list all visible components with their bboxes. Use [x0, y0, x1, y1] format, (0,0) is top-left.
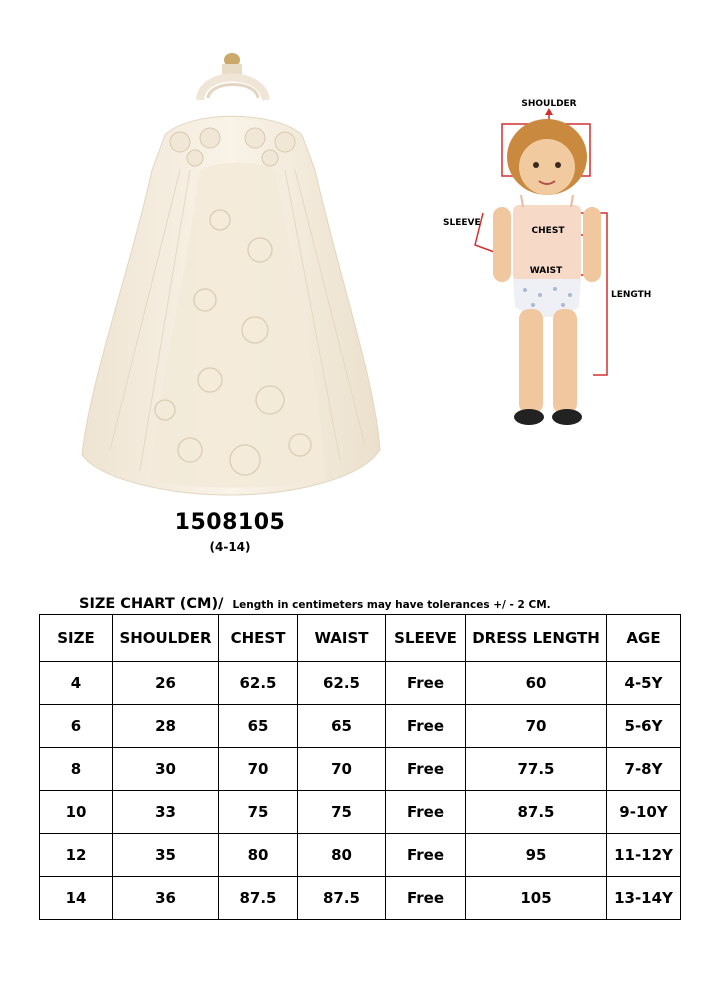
table-cell: Free — [386, 748, 466, 791]
product-code: 1508105 — [174, 510, 286, 535]
table-cell: 105 — [466, 877, 607, 920]
size-chart-table — [39, 614, 681, 920]
table-cell: 13-14Y — [607, 877, 681, 920]
table-row — [40, 877, 681, 920]
table-cell: 9-10Y — [607, 791, 681, 834]
table-cell: 80 — [298, 834, 386, 877]
table-cell: 33 — [113, 791, 219, 834]
header-cell: SIZE — [40, 615, 113, 662]
table-cell: 28 — [113, 705, 219, 748]
table-cell: 70 — [298, 748, 386, 791]
size-chart-title: SIZE CHART (CM)/ — [79, 596, 224, 612]
table-cell: Free — [386, 877, 466, 920]
table-cell: 26 — [113, 662, 219, 705]
table-cell: 75 — [219, 791, 298, 834]
table-cell: 77.5 — [466, 748, 607, 791]
table-cell: 6 — [40, 705, 113, 748]
table-cell: 62.5 — [298, 662, 386, 705]
table-cell: 8 — [40, 748, 113, 791]
table-cell: 62.5 — [219, 662, 298, 705]
size-range: (4-14) — [209, 540, 251, 554]
table-cell: 70 — [466, 705, 607, 748]
table-cell: 95 — [466, 834, 607, 877]
table-cell: 11-12Y — [607, 834, 681, 877]
measurement-diagram — [425, 95, 685, 440]
table-cell: 87.5 — [219, 877, 298, 920]
table-cell: 65 — [298, 705, 386, 748]
table-cell: 5-6Y — [607, 705, 681, 748]
table-cell: 7-8Y — [607, 748, 681, 791]
header-cell: SHOULDER — [113, 615, 219, 662]
sleeve-label: SLEEVE — [443, 218, 481, 228]
table-cell: Free — [386, 662, 466, 705]
table-row — [40, 662, 681, 705]
waist-label: WAIST — [529, 266, 563, 276]
table-cell: 75 — [298, 791, 386, 834]
table-row — [40, 705, 681, 748]
table-row — [40, 791, 681, 834]
chest-label: CHEST — [531, 226, 565, 236]
header-cell: CHEST — [219, 615, 298, 662]
table-cell: Free — [386, 834, 466, 877]
table-row — [40, 834, 681, 877]
header-cell: AGE — [607, 615, 681, 662]
table-cell: 30 — [113, 748, 219, 791]
table-cell: 4 — [40, 662, 113, 705]
table-cell: 87.5 — [466, 791, 607, 834]
table-cell: 35 — [113, 834, 219, 877]
table-header-row — [40, 615, 681, 662]
table-cell: 70 — [219, 748, 298, 791]
table-cell: 12 — [40, 834, 113, 877]
table-cell: Free — [386, 705, 466, 748]
table-cell: 10 — [40, 791, 113, 834]
header-cell: WAIST — [298, 615, 386, 662]
dress-photo — [70, 50, 390, 505]
length-label: LENGTH — [611, 290, 652, 300]
table-cell: 60 — [466, 662, 607, 705]
table-cell: 80 — [219, 834, 298, 877]
table-cell: 14 — [40, 877, 113, 920]
header-cell: DRESS LENGTH — [466, 615, 607, 662]
shoulder-label: SHOULDER — [521, 99, 577, 109]
table-cell: 65 — [219, 705, 298, 748]
size-chart-note: Length in centimeters may have tolerances +/ - 2 CM. — [232, 599, 551, 611]
table-row — [40, 748, 681, 791]
table-cell: Free — [386, 791, 466, 834]
table-cell: 87.5 — [298, 877, 386, 920]
table-cell: 36 — [113, 877, 219, 920]
size-chart-heading — [79, 593, 551, 612]
header-cell: SLEEVE — [386, 615, 466, 662]
table-cell: 4-5Y — [607, 662, 681, 705]
